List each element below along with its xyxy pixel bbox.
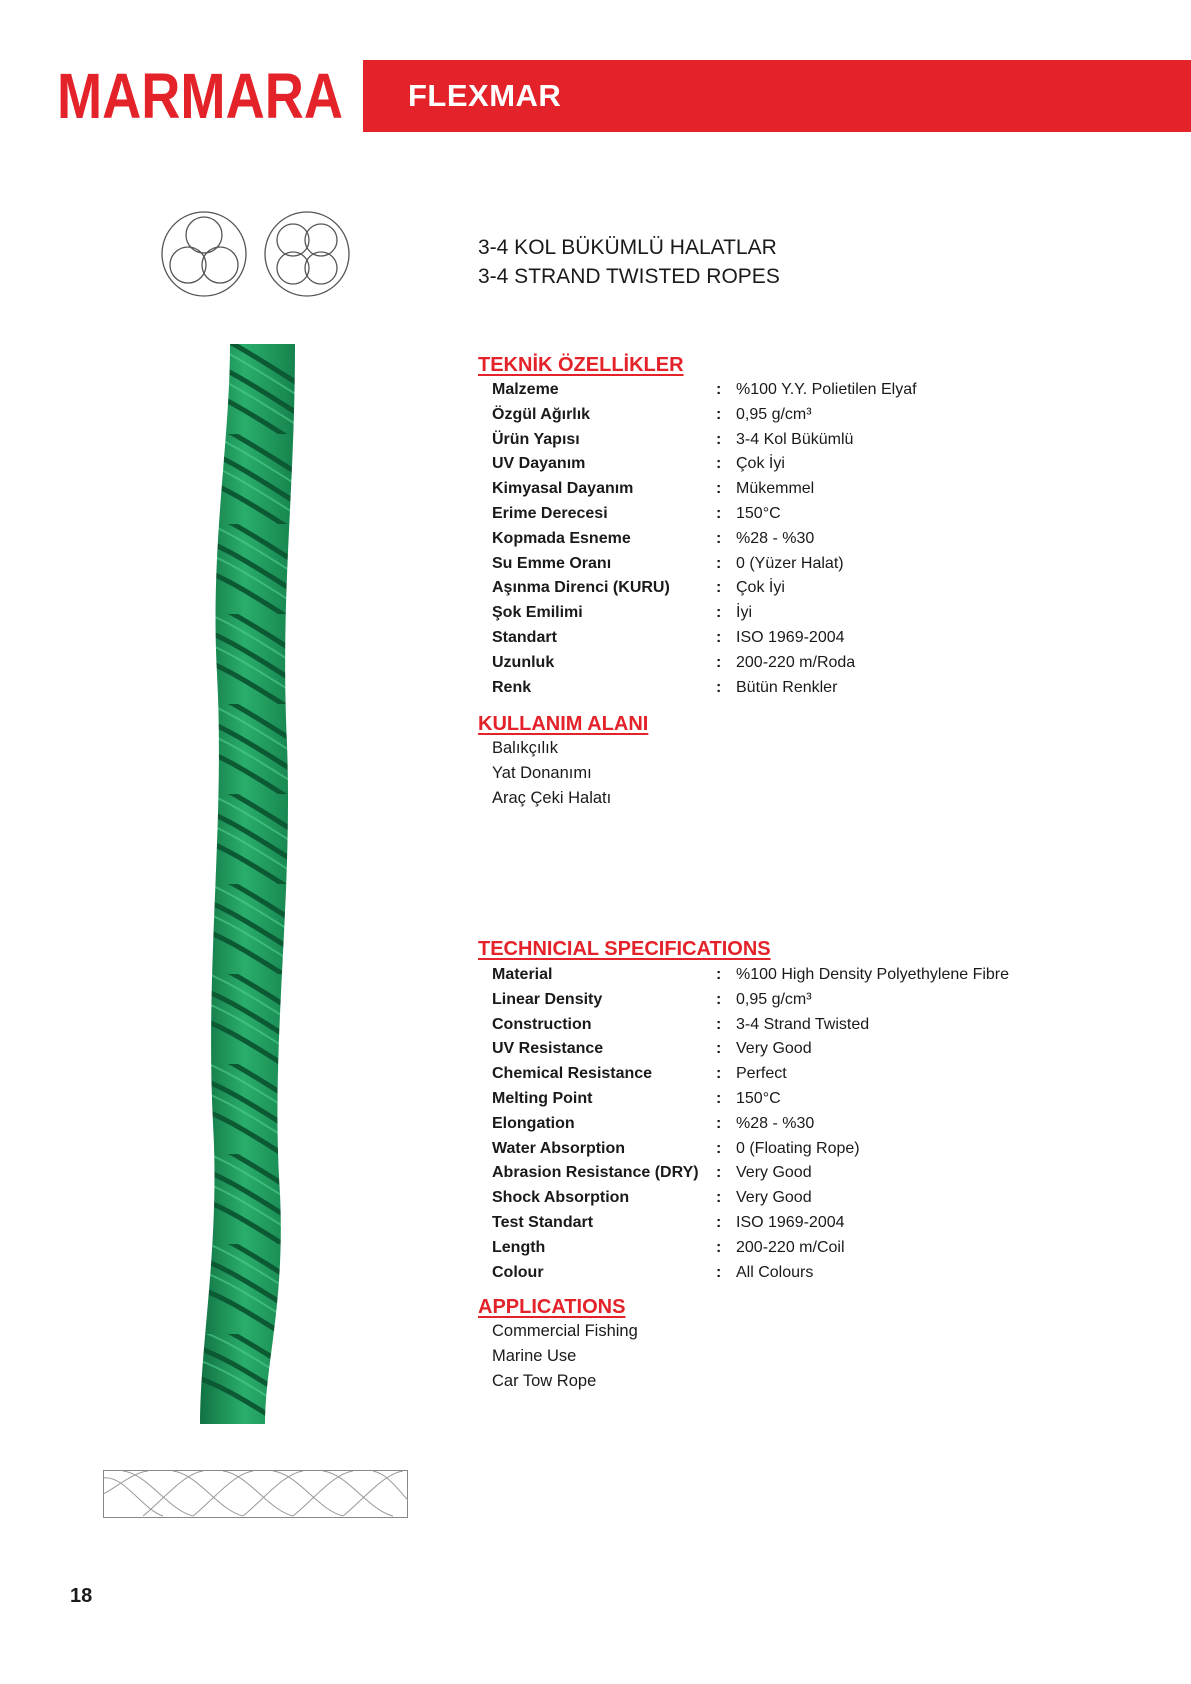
- spec-label: Şok Emilimi: [492, 604, 583, 622]
- marmara-logo: [57, 60, 343, 132]
- three-strand-cross-section-icon: [160, 210, 248, 298]
- spec-value: 0,95 g/cm³: [736, 990, 812, 1008]
- spec-label: Standart: [492, 628, 557, 646]
- spec-label: Material: [492, 966, 553, 983]
- spec-colon: :: [716, 1015, 722, 1033]
- spec-value: 150°C: [736, 1089, 781, 1107]
- spec-label: Malzeme: [492, 381, 559, 398]
- spec-label: UV Dayanım: [492, 455, 586, 473]
- spec-colon: :: [716, 966, 722, 983]
- spec-value: 150°C: [736, 504, 781, 522]
- spec-colon: :: [716, 1263, 722, 1281]
- green-rope-photo: [195, 344, 305, 1424]
- spec-colon: :: [716, 504, 722, 522]
- spec-label: Kimyasal Dayanım: [492, 480, 634, 498]
- spec-label: Abrasion Resistance (DRY): [492, 1164, 699, 1182]
- spec-value: Very Good: [736, 1189, 812, 1207]
- spec-colon: :: [716, 455, 722, 473]
- spec-value: Bütün Renkler: [736, 678, 838, 696]
- list-item: Commercial Fishing: [492, 1322, 638, 1340]
- spec-label: Elongation: [492, 1114, 575, 1132]
- spec-colon: :: [716, 529, 722, 547]
- spec-colon: :: [716, 1065, 722, 1083]
- spec-label: Aşınma Direnci (KURU): [492, 579, 670, 597]
- spec-value: 200-220 m/Roda: [736, 653, 856, 671]
- spec-colon: :: [716, 554, 722, 572]
- spec-value: Çok İyi: [736, 579, 785, 597]
- spec-label: Water Absorption: [492, 1139, 626, 1157]
- spec-label: Renk: [492, 678, 532, 696]
- english-specs-heading: TECHNICIAL SPECIFICATIONS: [478, 938, 771, 960]
- spec-value: %100 Y.Y. Polietilen Elyaf: [736, 381, 917, 398]
- list-item: Yat Donanımı: [492, 764, 592, 782]
- list-item: Balıkçılık: [492, 739, 559, 757]
- spec-value: 0,95 g/cm³: [736, 405, 812, 423]
- spec-colon: :: [716, 1164, 722, 1182]
- spec-value: 0 (Floating Rope): [736, 1139, 860, 1157]
- spec-label: Ürün Yapısı: [492, 430, 580, 448]
- spec-label: Shock Absorption: [492, 1189, 630, 1207]
- spec-value: Çok İyi: [736, 455, 785, 473]
- spec-colon: :: [716, 1114, 722, 1132]
- spec-label: UV Resistance: [492, 1040, 604, 1058]
- spec-colon: :: [716, 678, 722, 696]
- spec-colon: :: [716, 1189, 722, 1207]
- spec-value: Perfect: [736, 1065, 787, 1083]
- turkish-specs-heading: TEKNİK ÖZELLİKLER: [478, 354, 684, 376]
- spec-colon: :: [716, 990, 722, 1008]
- spec-value: 0 (Yüzer Halat): [736, 554, 844, 572]
- spec-colon: :: [716, 628, 722, 646]
- headline-english: 3-4 STRAND TWISTED ROPES: [478, 265, 780, 288]
- spec-colon: :: [716, 381, 722, 398]
- spec-label: Colour: [492, 1263, 544, 1281]
- spec-value: %28 - %30: [736, 1114, 815, 1132]
- list-item: Car Tow Rope: [492, 1372, 597, 1390]
- spec-label: Construction: [492, 1015, 592, 1033]
- spec-value: ISO 1969-2004: [736, 1213, 845, 1231]
- spec-colon: :: [716, 604, 722, 622]
- spec-colon: :: [716, 1238, 722, 1256]
- headline-turkish: 3-4 KOL BÜKÜMLÜ HALATLAR: [478, 236, 777, 259]
- spec-label: Uzunluk: [492, 653, 555, 671]
- spec-colon: :: [716, 1089, 722, 1107]
- spec-label: Erime Derecesi: [492, 504, 608, 522]
- english-applications-list: [492, 1322, 638, 1397]
- spec-colon: :: [716, 1139, 722, 1157]
- spec-value: 3-4 Strand Twisted: [736, 1015, 870, 1033]
- marmara-logo-wordmark: [57, 60, 343, 132]
- spec-value: Very Good: [736, 1164, 812, 1182]
- spec-label: Linear Density: [492, 990, 603, 1008]
- spec-colon: :: [716, 653, 722, 671]
- svg-text:MARMARA: MARMARA: [57, 60, 343, 132]
- spec-colon: :: [716, 579, 722, 597]
- spec-colon: :: [716, 480, 722, 498]
- spec-colon: :: [716, 1213, 722, 1231]
- spec-colon: :: [716, 1040, 722, 1058]
- page-number: 18: [70, 1585, 93, 1607]
- list-item: Marine Use: [492, 1347, 577, 1365]
- spec-value: 3-4 Kol Bükümlü: [736, 430, 854, 448]
- list-item: Araç Çeki Halatı: [492, 789, 612, 807]
- spec-label: Özgül Ağırlık: [492, 405, 591, 423]
- spec-colon: :: [716, 405, 722, 423]
- spec-label: Chemical Resistance: [492, 1065, 653, 1083]
- spec-value: Very Good: [736, 1040, 812, 1058]
- english-applications-heading: APPLICATIONS: [478, 1296, 626, 1318]
- spec-label: Su Emme Oranı: [492, 554, 612, 572]
- spec-value: ISO 1969-2004: [736, 628, 845, 646]
- spec-value: %100 High Density Polyethylene Fibre: [736, 966, 1010, 983]
- four-strand-cross-section-icon: [263, 210, 351, 298]
- spec-value: Mükemmel: [736, 480, 815, 498]
- spec-value: All Colours: [736, 1263, 814, 1281]
- turkish-usage-list: [492, 739, 611, 814]
- rope-strand-diagram: [103, 1470, 408, 1518]
- spec-colon: :: [716, 430, 722, 448]
- spec-label: Test Standart: [492, 1213, 594, 1231]
- spec-value: 200-220 m/Coil: [736, 1238, 845, 1256]
- spec-label: Kopmada Esneme: [492, 529, 631, 547]
- spec-label: Length: [492, 1238, 546, 1256]
- spec-value: İyi: [736, 604, 752, 622]
- spec-value: %28 - %30: [736, 529, 815, 547]
- turkish-usage-heading: KULLANIM ALANI: [478, 713, 649, 735]
- product-title: FLEXMAR: [408, 78, 562, 113]
- spec-label: Melting Point: [492, 1089, 593, 1107]
